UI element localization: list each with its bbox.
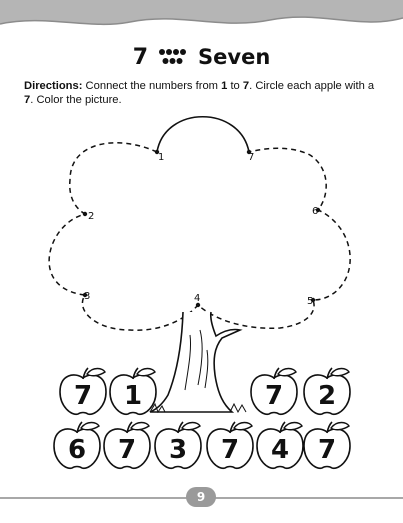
- dot-point-7[interactable]: [247, 150, 255, 163]
- dot-label-5: 5: [307, 296, 314, 307]
- apple-row1-1[interactable]: [60, 368, 106, 414]
- title-numeral: 7: [132, 44, 149, 70]
- apple-number: 7: [317, 435, 337, 465]
- apple-leaf: [284, 423, 302, 430]
- grass-right: [230, 404, 246, 412]
- apple-row2-3[interactable]: [155, 422, 201, 468]
- dot-label-6: 6: [312, 206, 319, 217]
- dot-label-7: 7: [248, 152, 255, 163]
- directions-part2: to: [227, 80, 243, 92]
- apple-leaf: [331, 423, 349, 430]
- apple-leaf: [137, 369, 155, 376]
- apple-number: 7: [220, 435, 240, 465]
- page-number: 9: [196, 490, 206, 504]
- page-number-badge: [186, 487, 216, 507]
- dot-label-4: 4: [194, 293, 201, 304]
- dot-point-3[interactable]: [83, 291, 91, 302]
- apple-number: 7: [73, 381, 93, 411]
- apple-row2-5[interactable]: [257, 422, 303, 468]
- dot-point-1[interactable]: [155, 150, 165, 163]
- apple-number: 1: [123, 381, 143, 411]
- apple-row1-4[interactable]: [304, 368, 350, 414]
- apple-number: 4: [270, 435, 290, 465]
- directions-to: 7: [242, 80, 250, 92]
- apple-row1-2[interactable]: [110, 368, 156, 414]
- directions-circle-number: 7: [24, 94, 31, 106]
- apple-row1-3[interactable]: [251, 368, 297, 414]
- apple-number: 7: [117, 435, 137, 465]
- dot-label-2: 2: [88, 211, 95, 222]
- tree-top-arc: [157, 117, 249, 152]
- apple-row2-4[interactable]: [207, 422, 253, 468]
- tree-trunk: [150, 312, 240, 412]
- apple-leaf: [331, 369, 349, 376]
- dot-point-6[interactable]: [312, 206, 320, 217]
- apple-leaf: [87, 369, 105, 376]
- apple-number: 7: [264, 381, 284, 411]
- apple-leaf: [131, 423, 149, 430]
- apple-leaf: [81, 423, 99, 430]
- apple-row2-2[interactable]: [104, 422, 150, 468]
- dot-label-3: 3: [84, 291, 91, 302]
- dot-point-2[interactable]: [83, 211, 95, 222]
- title-word: Seven: [198, 45, 271, 69]
- directions-part4: . Color the picture.: [30, 94, 122, 106]
- apple-number: 6: [67, 435, 87, 465]
- apple-leaf: [182, 423, 200, 430]
- dot-label-1: 1: [158, 152, 165, 163]
- directions-part3: . Circle each apple with a: [249, 80, 375, 92]
- directions-label: Directions:: [24, 80, 83, 92]
- apple-number: 3: [168, 435, 188, 465]
- apple-number: 2: [317, 381, 337, 411]
- apple-leaf: [278, 369, 296, 376]
- apple-row2-6[interactable]: [304, 422, 350, 468]
- directions-part1: Connect the numbers from: [82, 80, 222, 92]
- directions-from: 1: [221, 80, 228, 92]
- apple-row2-1[interactable]: [54, 422, 100, 468]
- apple-leaf: [234, 423, 252, 430]
- dot-point-4[interactable]: [194, 293, 200, 307]
